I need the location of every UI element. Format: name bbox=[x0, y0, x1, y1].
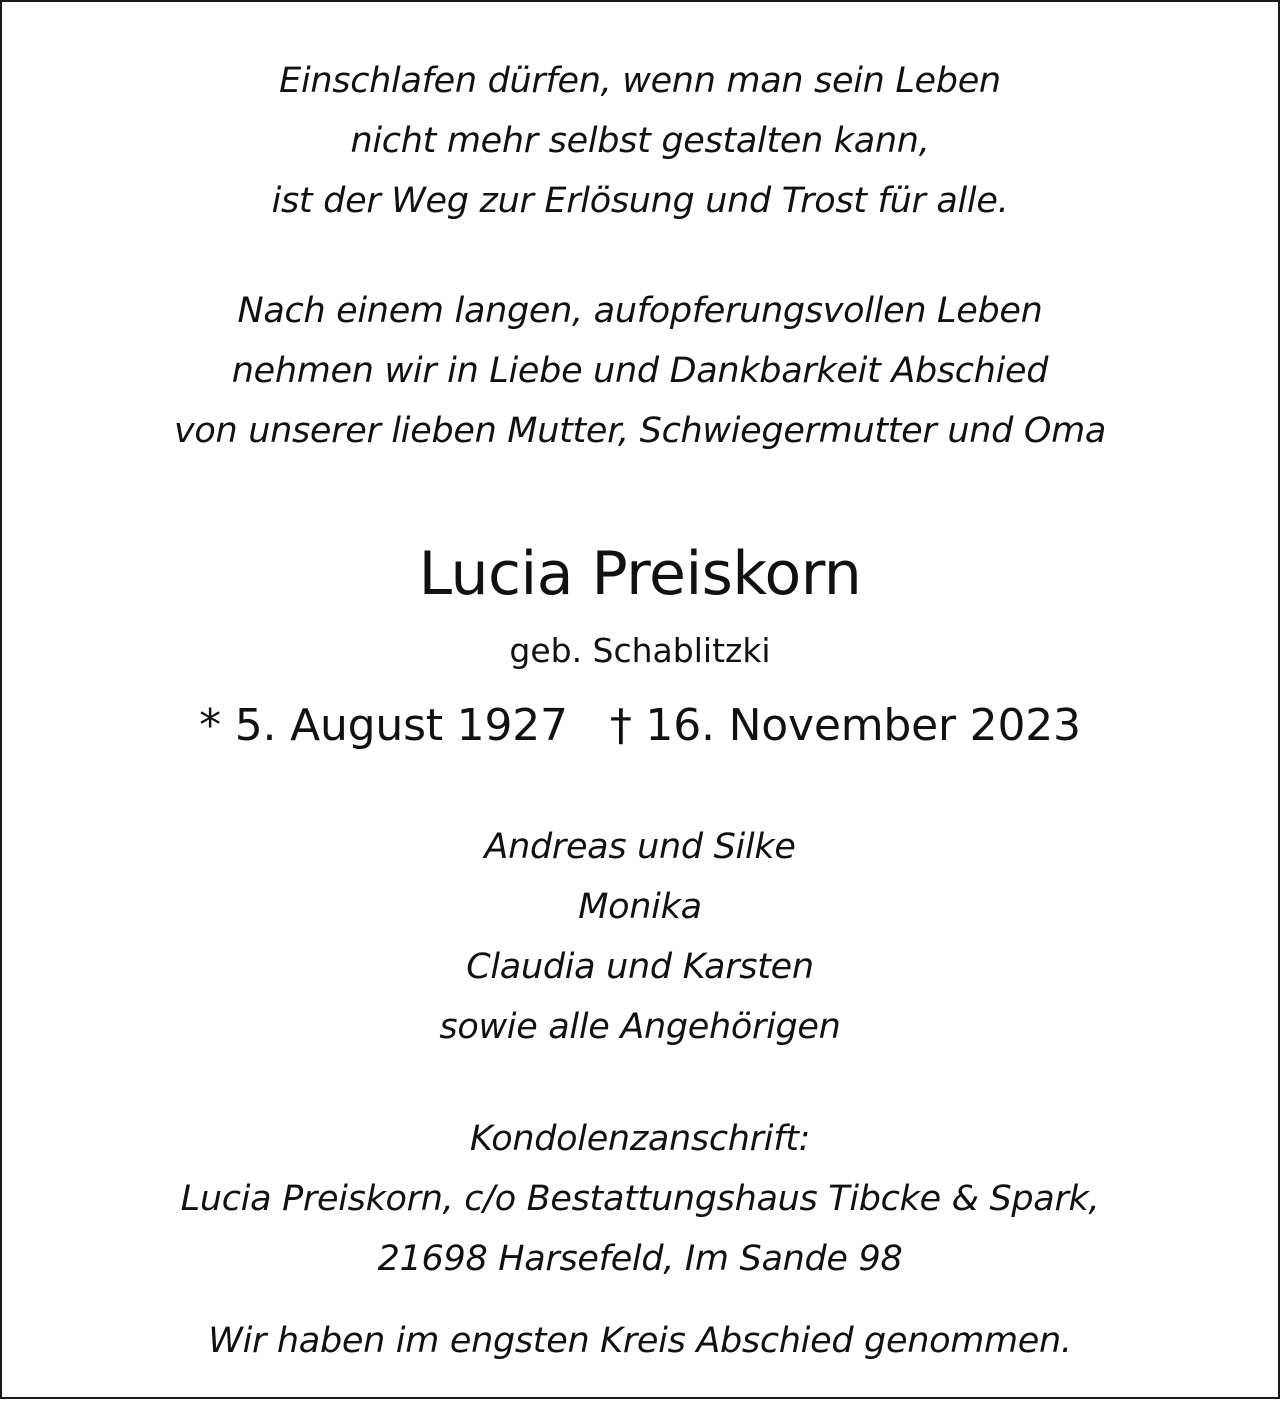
condolence-address: Lucia Preiskorn, c/o Bestattungshaus Tibcke & Spark, bbox=[180, 1179, 1100, 1219]
intro-line: Nach einem langen, aufopferungsvollen Leben bbox=[237, 291, 1043, 331]
poem-line: Einschlafen dürfen, wenn man sein Leben bbox=[279, 61, 1001, 101]
poem-line: nicht mehr selbst gestalten kann, bbox=[350, 121, 930, 161]
maiden-name: geb. Schablitzki bbox=[509, 631, 771, 670]
mourner-line: Monika bbox=[578, 887, 702, 927]
mourner-line: sowie alle Angehörigen bbox=[439, 1007, 841, 1047]
death-date: † 16. November 2023 bbox=[609, 700, 1081, 751]
deceased-name: Lucia Preiskorn bbox=[418, 539, 862, 609]
mourner-line: Andreas und Silke bbox=[484, 827, 796, 867]
intro-line: von unserer lieben Mutter, Schwiegermutter und Oma bbox=[173, 411, 1107, 451]
intro-line: nehmen wir in Liebe und Dankbarkeit Abschied bbox=[231, 351, 1049, 391]
mourner-line: Claudia und Karsten bbox=[466, 947, 814, 987]
birth-date: * 5. August 1927 bbox=[199, 700, 568, 751]
condolence-address: 21698 Harsefeld, Im Sande 98 bbox=[377, 1239, 903, 1279]
poem-line: ist der Weg zur Erlösung und Trost für alle. bbox=[271, 181, 1009, 221]
closing-note: Wir haben im engsten Kreis Abschied genommen. bbox=[208, 1321, 1072, 1361]
life-dates bbox=[2, 700, 1278, 751]
condolence-label: Kondolenzanschrift: bbox=[469, 1119, 811, 1159]
